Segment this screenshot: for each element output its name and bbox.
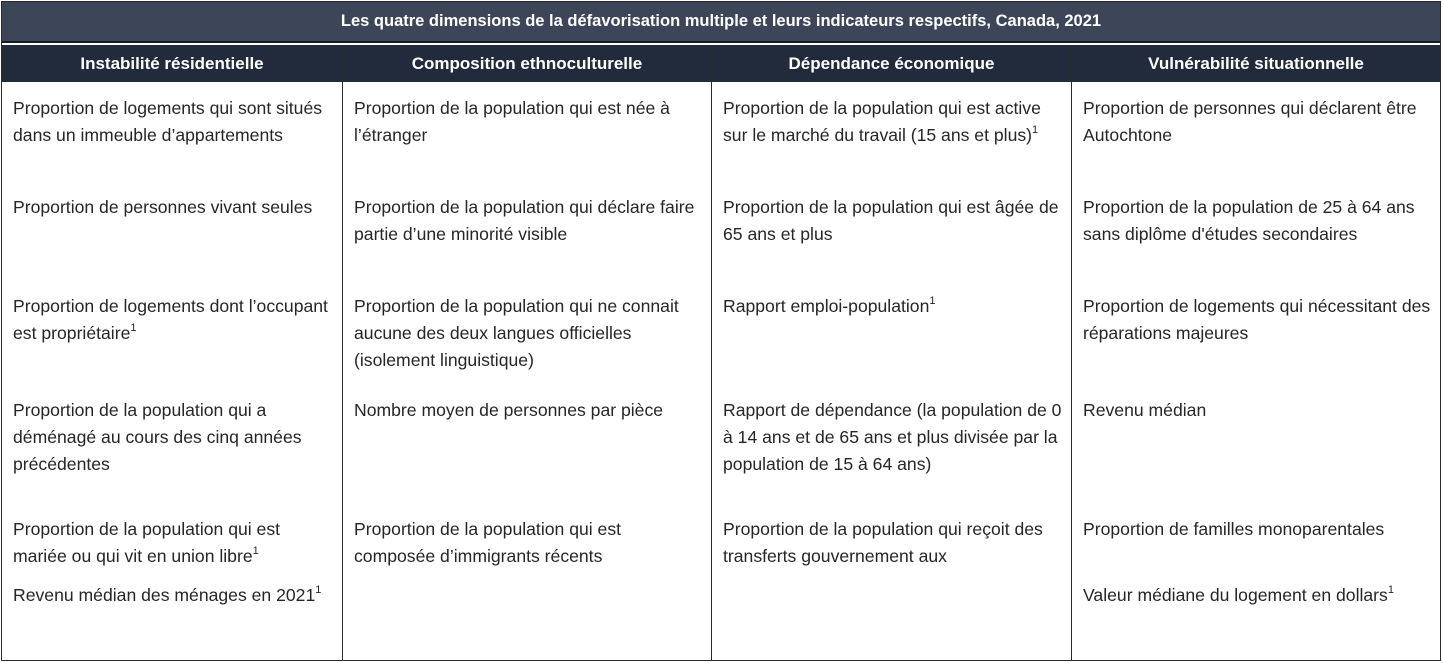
cell-text: Proportion de personnes vivant seules (13, 197, 313, 217)
table-cell-ethnocultural-composition (343, 293, 711, 374)
column-header-residential-instability: Instabilité résidentielle (80, 53, 264, 73)
cell-text: Valeur médiane du logement en dollars (1083, 585, 1388, 605)
column-header-ethnocultural-composition: Composition ethnoculturelle (411, 53, 643, 73)
table-cell-residential-instability (2, 95, 342, 149)
footnote-marker: 1 (315, 584, 322, 596)
indicators-table (1, 1, 1441, 661)
table-cell-situational-vulnerability (1072, 293, 1440, 347)
cell-text: Rapport de dépendance (la population de 0 à 14 ans et de 65 ans et plus divisée par la population de 15 à 64 ans) (723, 400, 1062, 474)
table-cell-ethnocultural-composition (343, 194, 711, 248)
table-cell-residential-instability (2, 194, 342, 221)
cell-text: Proportion de la population qui est mariée ou qui vit en union libre (13, 519, 281, 566)
cell-text: Proportion de la population qui a déménagé au cours des cinq années précédentes (13, 400, 302, 474)
cell-text: Proportion de personnes qui déclarent être Autochtone (1083, 98, 1417, 145)
cell-text: Proportion de logements dont l’occupant est propriétaire (13, 296, 328, 343)
table-cell-situational-vulnerability (1072, 95, 1440, 149)
footnote-marker: 1 (130, 322, 137, 334)
column-header-economic-dependency: Dépendance économique (788, 53, 995, 73)
cell-text: Proportion de la population qui est âgée de 65 ans et plus (723, 197, 1059, 244)
cell-text: Proportion de la population qui ne connait aucune des deux langues officielles (isolement linguistique) (354, 296, 679, 370)
table-cell-economic-dependency (712, 516, 1071, 570)
table-cell-economic-dependency (712, 293, 1071, 320)
cell-text: Revenu médian des ménages en 2021 (13, 585, 316, 605)
footnote-marker: 1 (1387, 584, 1394, 596)
table-cell-ethnocultural-composition (343, 95, 711, 149)
table-cell-situational-vulnerability (1072, 194, 1440, 248)
table-header-row (2, 45, 1440, 82)
cell-text: Rapport emploi-population (723, 296, 930, 316)
cell-text: Proportion de la population qui reçoit des transferts gouvernement aux (723, 519, 1043, 566)
table-cell-situational-vulnerability (1072, 397, 1440, 424)
table-cell-situational-vulnerability (1072, 582, 1440, 609)
cell-text: Proportion de la population qui est composée d’immigrants récents (354, 519, 622, 566)
cell-text: Proportion de familles monoparentales (1083, 519, 1385, 539)
cell-text: Proportion de logements qui nécessitant des réparations majeures (1083, 296, 1431, 343)
cell-text: Proportion de la population qui est active sur le marché du travail (15 ans et plus) (723, 98, 1041, 145)
cell-text: Proportion de la population qui déclare faire partie d’une minorité visible (354, 197, 695, 244)
table-cell-residential-instability (2, 582, 342, 609)
table-cell-economic-dependency (712, 95, 1071, 149)
footnote-marker: 1 (1032, 124, 1039, 136)
cell-text: Proportion de la population qui est née à l’étranger (354, 98, 670, 145)
table-cell-residential-instability (2, 516, 342, 570)
column-header-situational-vulnerability: Vulnérabilité situationnelle (1148, 53, 1364, 73)
table-cell-residential-instability (2, 293, 342, 347)
table-cell-economic-dependency (712, 397, 1071, 478)
table-title: Les quatre dimensions de la défavorisation multiple et leurs indicateurs respectifs, Canada, 2021 (2, 2, 1440, 43)
cell-text: Proportion de la population de 25 à 64 ans sans diplôme d'études secondaires (1083, 197, 1415, 244)
cell-text: Revenu médian (1083, 400, 1207, 420)
cell-text: Proportion de logements qui sont situés dans un immeuble d’appartements (13, 98, 323, 145)
footnote-marker: 1 (929, 295, 936, 307)
table-cell-situational-vulnerability (1072, 516, 1440, 543)
table-cell-ethnocultural-composition (343, 516, 711, 570)
table-cell-ethnocultural-composition (343, 397, 711, 424)
table-cell-residential-instability (2, 397, 342, 478)
table-cell-economic-dependency (712, 194, 1071, 248)
cell-text: Nombre moyen de personnes par pièce (354, 400, 664, 420)
footnote-marker: 1 (252, 545, 259, 557)
